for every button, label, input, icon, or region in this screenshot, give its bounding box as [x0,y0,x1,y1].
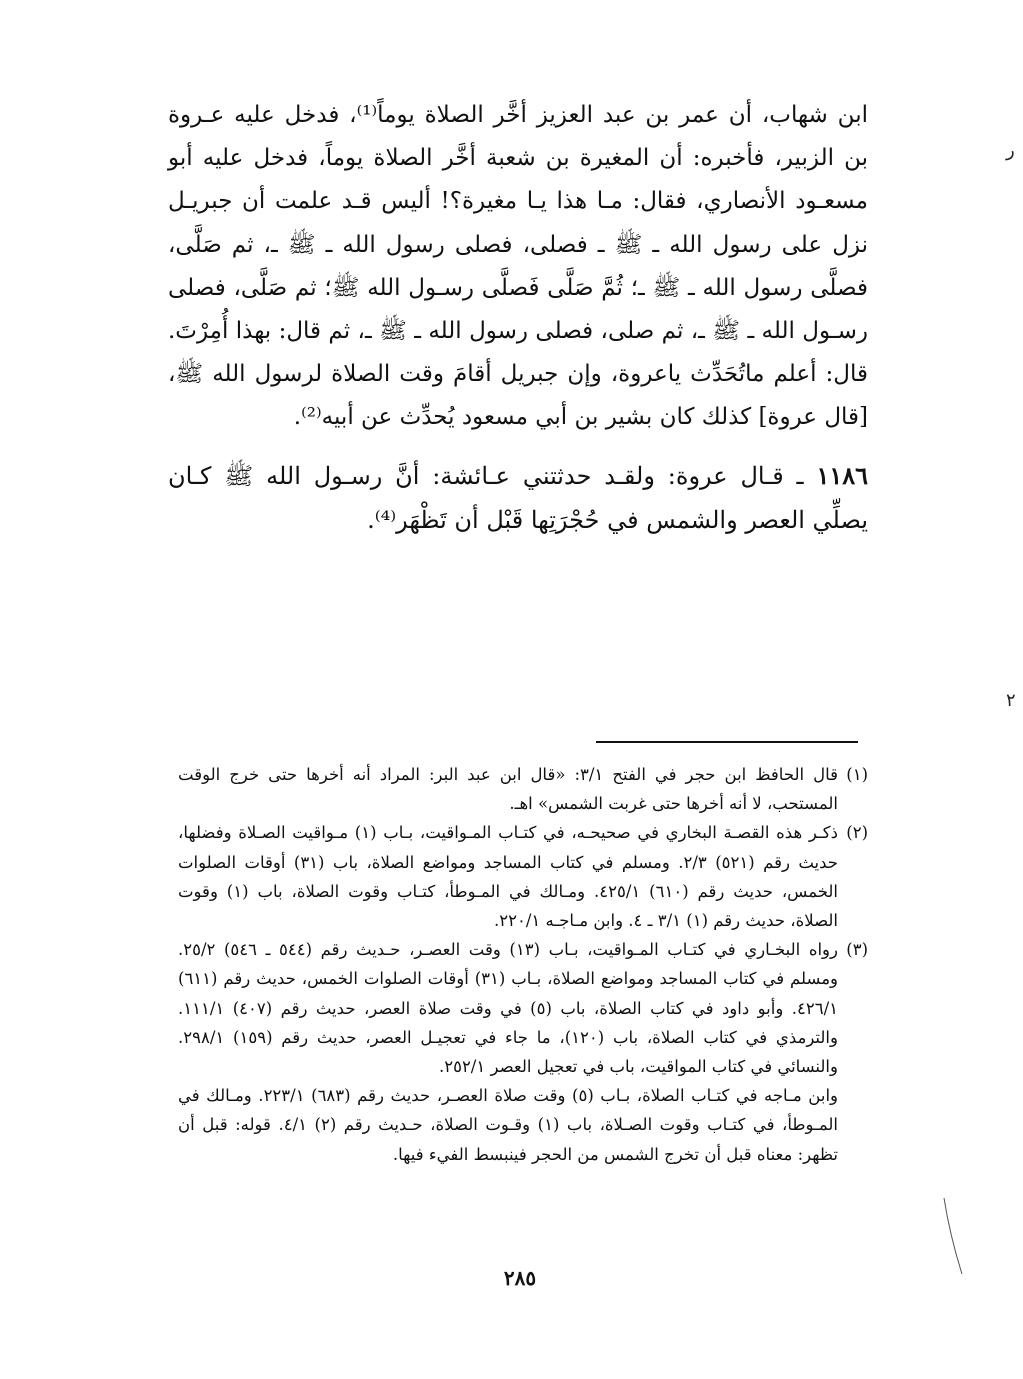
page-number: ٢٨٥ [503,1266,537,1290]
footnote-separator-rule [596,741,858,743]
footnote-text: رواه البخـاري في كتـاب المـواقيت، بـاب (١٣) وقت العصـر، حـديث رقم (٥٤٤ ـ ٥٤٦) ٢٥/٢. ومسلم في كتاب المساجد ومواضع الصلاة، بـاب (٣١) أوقات الصلوات الخمس، حديث رقم (٦١١) ٤٢٦/١. وأبو داود في كتاب الصلاة، باب (٥) في وقت صلاة العصر، حديث رقم (٤٠٧) ١١١/١. والترمذي في كتاب الصلاة، باب (١٢٠)، ما جاء في تعجيـل العصر، حديث رقم (١٥٩) ٢٩٨/١. والنسائي في كتاب المواقيت، باب في تعجيل العصر ٢٥٢/١. [178,940,839,1077]
footnotes-section [178,760,868,1169]
main-text-block [168,94,868,440]
margin-mark-top: ﺭ [1006,140,1015,161]
footnote-number: (١) [846,765,868,784]
margin-mark-middle: ٢ [1006,690,1016,711]
footnote-text: قال الحافظ ابن حجر في الفتح ٣/١: «قال ابن عبد البر: المراد أنه أخرها حتى خرج الوقت المستحب، لا أنه أخرها حتى غربت الشمس» اهـ. [178,765,838,814]
footnote-1 [178,760,868,818]
main-paragraph: ابن شهاب، أن عمر بن عبد العزيز أخَّر الصلاة يوماً⁽¹⁾، فدخل عليه عـروة بن الزبير، فأخبره: أن المغيرة بن شعبة أخَّر الصلاة يوماً، فدخل عليه أبو مسعـود الأنصاري، فقال: مـا هذا يـا مغيرة؟! أليس قـد علمت أن جبريـل نزل على رسول الله ـ ﷺ ـ فصلى، فصلى رسول الله ـ ﷺ ـ، ثم صَلَّى، فصلَّى رسول الله ـ ﷺ ـ؛ ثُمَّ صَلَّى فَصلَّى رسـول الله ﷺ؛ ثم صَلَّى، فصلى رسـول الله ـ ﷺ ـ، ثم صلى، فصلى رسول الله ـ ﷺ ـ، ثم قال: بهذا أُمِرْتَ. قال: أعلم ماتُحَدِّث ياعروة، وإن جبريل أقامَ وقت الصلاة لرسول الله ﷺ، [قال عروة] كذلك كان بشير بن أبي مسعود يُحدِّث عن أبيه⁽²⁾. [168,102,868,431]
footnote-text: ذكـر هذه القصـة البخاري في صحيحـه، في كتـاب المـواقيت، بـاب (١) مـواقيت الصـلاة وفضلها، حديث رقم (٥٢١) ٢/٣. ومسلم في كتاب المساجد ومواضع الصلاة، باب (٣١) أوقات الصلوات الخمس، حديث رقم (٦١٠) ٤٢٥/١. ومـالك في المـوطأ، كتـاب وقوت الصلاة، باب (١) وقوت الصلاة، حديث رقم (١) ٣/١ ـ ٤. وابن مـاجـه ٢٢٠/١. [178,823,839,931]
scan-scratch-mark [940,1196,970,1276]
hadith-text: ـ قـال عروة: ولقـد حدثتني عـائشة: أنَّ رسـول الله ﷺ كـان يصلِّي العصر والشمس في حُجْرَتِها قَبْل أن تَظْهَر⁽⁴⁾. [168,462,868,534]
footnote-number: (٣) [846,940,868,960]
hadith-number: ١١٨٦ [816,461,869,490]
footnote-continuation: وابن مـاجه في كتـاب الصلاة، بـاب (٥) وقت صلاة العصـر، حديث رقم (٦٨٣) ٢٢٣/١. ومـالك في المـوطأ، في كتـاب وقوت الصـلاة، باب (١) وقـوت الصلاة، حـديث رقم (٢) ٤/١. قوله: قبل أن تظهر: معناه قبل أن تخرج الشمس من الحجر فينبسط الفيء فيها. [178,1086,838,1164]
footnote-2 [178,818,868,935]
footnote-3 [178,935,868,1081]
hadith-block [168,454,868,542]
footnote-number: (٢) [846,823,868,843]
